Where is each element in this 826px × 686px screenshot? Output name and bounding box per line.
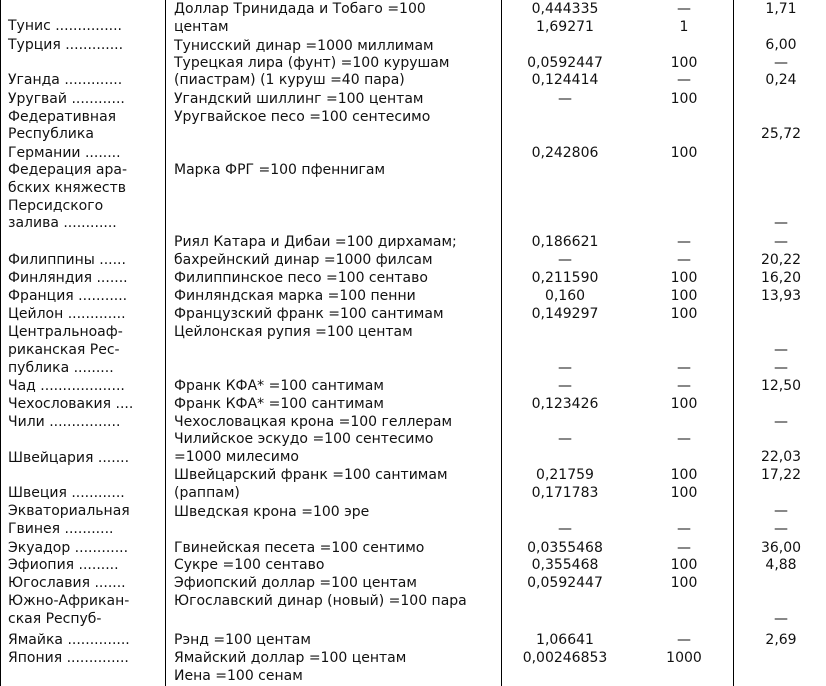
- rate-cell: —: [774, 611, 788, 627]
- units-cell: —: [677, 521, 691, 537]
- gold-cell: 0,186621: [531, 234, 599, 250]
- rate-cell: —: [774, 342, 788, 358]
- rate-cell: —: [774, 503, 788, 519]
- units-cell: —: [677, 1, 691, 17]
- rate-cell: —: [774, 234, 788, 250]
- rate-cell: 13,93: [760, 288, 802, 304]
- gold-cell: 0,149297: [531, 306, 599, 322]
- country-cell: Чехословакия ....: [8, 396, 134, 412]
- currency-cell: Финляндская марка =100 пенни: [174, 288, 416, 304]
- currency-cell: Швейцарский франк =100 сантимам: [174, 467, 448, 483]
- units-cell: 100: [670, 288, 698, 304]
- country-cell: Персидского: [8, 198, 104, 214]
- currency-cell: Эфиопский доллар =100 центам: [174, 575, 417, 591]
- column-rule: [165, 0, 166, 686]
- currency-cell: Французский франк =100 сантимам: [174, 306, 444, 322]
- country-cell: ская Респуб-: [8, 611, 102, 627]
- gold-cell: 0,0592447: [527, 55, 603, 71]
- country-cell: Германии ........: [8, 145, 121, 161]
- units-cell: 1000: [666, 650, 702, 666]
- country-cell: публика .........: [8, 360, 114, 376]
- country-cell: Экваториальная: [8, 503, 130, 519]
- rate-cell: 16,20: [760, 270, 802, 286]
- rate-cell: 1,71: [765, 1, 797, 17]
- country-cell: Федеративная: [8, 109, 117, 125]
- gold-cell: 0,123426: [531, 396, 599, 412]
- gold-cell: —: [558, 252, 572, 268]
- currency-cell: Ямайский доллар =100 центам: [174, 650, 407, 666]
- units-cell: 100: [670, 270, 698, 286]
- rate-cell: 2,69: [765, 632, 797, 648]
- country-cell: Чили ................: [8, 414, 121, 430]
- rate-cell: —: [774, 414, 788, 430]
- country-cell: Экуадор ............: [8, 540, 129, 556]
- units-cell: —: [677, 360, 691, 376]
- units-cell: 100: [670, 467, 698, 483]
- gold-cell: 0,444335: [531, 1, 599, 17]
- gold-cell: 0,00246853: [522, 650, 608, 666]
- currency-cell: Франк КФА* =100 сантимам: [174, 378, 384, 394]
- currency-cell: Риял Катара и Дибаи =100 дирхамам;: [174, 234, 457, 250]
- gold-cell: 1,69271: [536, 19, 594, 35]
- units-cell: 100: [670, 396, 698, 412]
- country-cell: Япония ..............: [8, 650, 129, 666]
- currency-cell: (пиастрам) (1 куруш =40 пара): [174, 72, 405, 88]
- country-cell: Федерация ара-: [8, 162, 128, 178]
- country-cell: Тунис ...............: [8, 18, 122, 34]
- currency-cell: (раппам): [174, 485, 240, 501]
- rate-cell: 36,00: [760, 540, 802, 556]
- country-cell: Ямайка ..............: [8, 632, 130, 648]
- column-rule: [733, 0, 734, 686]
- country-cell: Филиппины ......: [8, 252, 126, 268]
- currency-cell: Гвинейская песета =100 сентимо: [174, 540, 425, 556]
- currency-cell: Марка ФРГ =100 пфеннигам: [174, 162, 386, 178]
- gold-cell: 0,0592447: [527, 575, 603, 591]
- country-cell: Гвинея ...........: [8, 521, 114, 537]
- rate-cell: 17,22: [760, 467, 802, 483]
- units-cell: 100: [670, 557, 698, 573]
- gold-cell: 0,355468: [531, 557, 599, 573]
- gold-cell: —: [558, 91, 572, 107]
- currency-cell: Рэнд =100 центам: [174, 632, 311, 648]
- units-cell: —: [677, 540, 691, 556]
- rate-cell: 4,88: [765, 557, 797, 573]
- units-cell: —: [677, 632, 691, 648]
- country-cell: залива ............: [8, 215, 117, 231]
- units-cell: 100: [670, 55, 698, 71]
- rate-cell: —: [774, 521, 788, 537]
- units-cell: 100: [670, 306, 698, 322]
- country-cell: Швеция ............: [8, 485, 125, 501]
- country-cell: Турция .............: [8, 37, 124, 53]
- gold-cell: —: [558, 378, 572, 394]
- currency-cell: центам: [174, 19, 229, 35]
- gold-cell: —: [558, 360, 572, 376]
- currency-cell: Тунисский динар =1000 миллимам: [174, 38, 434, 54]
- country-cell: Уругвай ............: [8, 91, 125, 107]
- currency-cell: Турецкая лира (фунт) =100 курушам: [174, 55, 450, 71]
- rate-cell: 25,72: [760, 126, 802, 142]
- country-cell: Центральноаф-: [8, 324, 123, 340]
- gold-cell: 0,0355468: [527, 540, 603, 556]
- units-cell: 100: [670, 91, 698, 107]
- gold-cell: 0,211590: [531, 270, 599, 286]
- country-cell: Цейлон .............: [8, 306, 126, 322]
- units-cell: —: [677, 378, 691, 394]
- units-cell: —: [677, 234, 691, 250]
- country-cell: бских княжеств: [8, 180, 126, 196]
- currency-cell: Филиппинское песо =100 сентаво: [174, 270, 428, 286]
- gold-cell: 1,06641: [536, 632, 594, 648]
- country-cell: Финляндия .......: [8, 270, 128, 286]
- currency-cell: Франк КФА* =100 сантимам: [174, 396, 384, 412]
- units-cell: 100: [670, 575, 698, 591]
- currency-cell: Сукре =100 сентаво: [174, 557, 325, 573]
- gold-cell: 0,124414: [531, 72, 599, 88]
- gold-cell: 0,160: [544, 288, 586, 304]
- country-cell: Эфиопия .........: [8, 557, 119, 573]
- units-cell: —: [677, 72, 691, 88]
- currency-cell: =1000 милесимо: [174, 449, 299, 465]
- rate-cell: 12,50: [760, 378, 802, 394]
- country-cell: Чад ...................: [8, 378, 125, 394]
- country-cell: Югославия .......: [8, 575, 126, 591]
- rate-cell: —: [774, 360, 788, 376]
- rate-cell: 0,24: [765, 72, 797, 88]
- country-cell: Южно-Африкан-: [8, 593, 130, 609]
- gold-cell: 0,171783: [531, 485, 599, 501]
- column-rule: [0, 0, 1, 686]
- currency-cell: Доллар Тринидада и Тобаго =100: [174, 1, 426, 17]
- currency-cell: Уругвайское песо =100 сентесимо: [174, 109, 431, 125]
- rate-cell: 6,00: [765, 37, 797, 53]
- currency-cell: Шведская крона =100 эре: [174, 504, 370, 520]
- country-cell: Швейцария .......: [8, 450, 130, 466]
- units-cell: 100: [670, 485, 698, 501]
- currency-cell: Чехословацкая крона =100 геллерам: [174, 414, 453, 430]
- currency-cell: Цейлонская рупия =100 центам: [174, 324, 413, 340]
- gold-cell: 0,21759: [536, 467, 594, 483]
- currency-cell: Чилийское эскудо =100 сентесимо: [174, 431, 434, 447]
- currency-cell: бахрейнский динар =1000 филсам: [174, 252, 433, 268]
- country-cell: риканская Рес-: [8, 342, 120, 358]
- units-cell: —: [677, 431, 691, 447]
- units-cell: 1: [679, 19, 689, 35]
- units-cell: 100: [670, 145, 698, 161]
- rate-cell: 20,22: [760, 252, 802, 268]
- column-rule: [501, 0, 502, 686]
- gold-cell: —: [558, 431, 572, 447]
- currency-cell: Югославский динар (новый) =100 пара: [174, 593, 467, 609]
- rate-cell: —: [774, 55, 788, 71]
- gold-cell: 0,242806: [531, 145, 599, 161]
- units-cell: —: [677, 252, 691, 268]
- gold-cell: —: [558, 521, 572, 537]
- country-cell: Франция ...........: [8, 288, 128, 304]
- currency-cell: Угандский шиллинг =100 центам: [174, 91, 424, 107]
- currency-cell: Иена =100 сенам: [174, 668, 303, 684]
- rate-cell: 22,03: [760, 449, 802, 465]
- country-cell: Республика: [8, 126, 94, 142]
- country-cell: Уганда .............: [8, 72, 123, 88]
- rate-cell: —: [774, 215, 788, 231]
